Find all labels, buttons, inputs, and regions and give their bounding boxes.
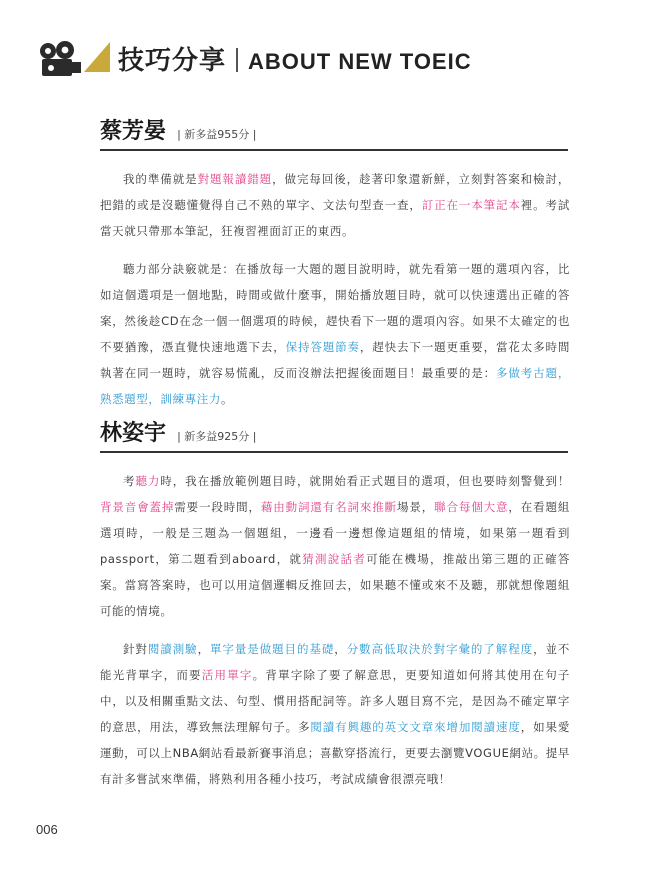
paragraph-text: 我的準備就是 [123, 172, 198, 186]
highlight-text: 背景音會蓋掉 [100, 500, 175, 514]
paragraph [100, 468, 570, 624]
highlight-text: 閱讀測驗 [147, 642, 198, 656]
page-title-en: ABOUT NEW TOEIC [248, 49, 472, 74]
highlight-text: 多做考古題，熟悉題型，訓練專注力 [100, 366, 570, 406]
paragraph-text: 考 [123, 474, 136, 488]
page-header [0, 28, 649, 88]
highlight-text: 藉由動詞還有名詞來推斷 [260, 500, 397, 514]
paragraph-text: ，在看題組選項時，一般是三題為一個題組，一邊看一邊想像這題組的情境，如果第一題看到passport，第二題看到aboard，就 [100, 500, 570, 566]
highlight-text: 分數高低取決於對字彙的了解程度 [346, 642, 534, 656]
person-score: | 新多益925分 | [177, 430, 257, 443]
testimonial-section-1 [100, 114, 570, 412]
person-name: 林姿宇 [100, 421, 167, 446]
paragraph-text: ， [197, 642, 210, 656]
highlight-text: 聽力 [135, 474, 161, 488]
paragraph-text: 聽力部分訣竅就是：在播放每一大題的題目說明時，就先看第一題的選項內容，比如這個選項是一個地點，時間或做什麼事，開始播放題目時，就可以快速選出正確的答案，然後趁CD在念一個一個選項的時候，趕快看下一題的選項內容。如果不太確定的也不要猶豫，憑直覺快速地選下去， [100, 262, 570, 354]
paragraph-text: 裡。考試當天就只帶那本筆記，狂複習裡面訂正的東西。 [100, 198, 570, 238]
highlight-text: 活用單字 [201, 668, 253, 682]
testimonial-section-2 [100, 416, 570, 792]
paragraph-text: 需要一段時間， [174, 500, 261, 514]
person-header [100, 416, 570, 454]
page-title-cn: 技巧分享 [118, 46, 227, 76]
highlight-text: 單字量是做題目的基礎 [210, 642, 335, 656]
highlight-text: 對題報讀錯題 [197, 172, 273, 186]
paragraph-text: ，如果愛運動，可以上NBA網站看最新賽事消息；喜歡穿搭流行，更要去瀏覽VOGUE網站。提早有計多嘗試來準備，將熟利用各種小技巧，考試成績會很漂亮哦！ [100, 720, 571, 786]
title-divider [236, 48, 238, 72]
header-triangle-decoration [84, 42, 110, 72]
person-score: | 新多益955分 | [177, 128, 257, 141]
highlight-text: 聯合每個大意 [434, 500, 509, 514]
paragraph-text: 。 [221, 392, 234, 406]
paragraph-text: ，趕快去下一題更重要，當花太多時間執著在同一題時，就容易慌亂，反而沒辦法把握後面題目！最重要的是： [100, 340, 571, 380]
paragraph-text: 可能在機場，推敲出第三題的正確答案。當寫答案時，也可以用這個邏輯反推回去，如果聽不懂或來不及聽，那就想像題組可能的情境。 [100, 552, 570, 618]
paragraph-text: ， [334, 642, 347, 656]
paragraph-text: 針對 [123, 642, 148, 656]
header-rule [100, 149, 568, 151]
person-header [100, 114, 570, 152]
highlight-text: 訂正在一本筆記本 [421, 198, 521, 212]
header-rule [100, 451, 568, 453]
paragraph [100, 166, 570, 244]
highlight-text: 猜測說話者 [302, 552, 367, 566]
paragraph [100, 256, 570, 412]
highlight-text: 保持答題節奏 [285, 340, 360, 354]
person-name: 蔡芳晏 [100, 119, 167, 144]
paragraph-text: 。背單字除了要了解意思，更要知道如何將其使用在句子中，以及相關重點文法、句型、慣用搭配詞等。許多人題目寫不完，是因為不確定單字的意思，用法，導致無法理解句子。多 [100, 668, 571, 734]
paragraph [100, 636, 570, 792]
film-camera-icon [36, 40, 82, 80]
paragraph-text: ，並不能光背單字，而要 [100, 642, 571, 682]
paragraph-text: 時，我在播放範例題目時，就開始看正式題目的選項，但也要時刻警覺到！ [160, 474, 571, 488]
highlight-text: 閱讀有興趣的英文文章來增加閱讀速度 [310, 720, 521, 734]
paragraph-text: 場景， [397, 500, 435, 514]
paragraph-text: ，做完每回後，趁著印象還新鮮，立刻對答案和檢討，把錯的或是沒聽懂覺得自己不熟的單字、文法句型查一查， [100, 172, 570, 212]
page-title [118, 40, 472, 77]
page-number: 006 [36, 822, 58, 837]
